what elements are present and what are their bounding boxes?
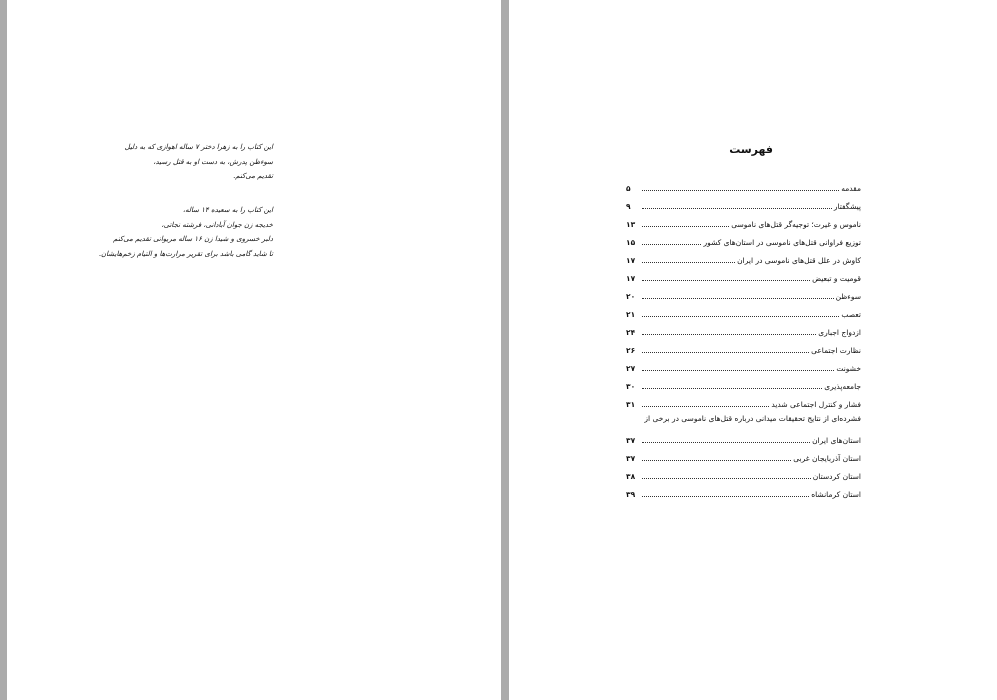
right-page	[509, 0, 997, 700]
dedication-line: دلبر خسروی و شیدا زن ۱۶ ساله مریوانی تقدیم می‌کنم	[113, 235, 273, 243]
toc-entry[interactable]	[626, 429, 861, 447]
toc-entry-label: تعصب	[841, 310, 861, 319]
toc-entry[interactable]	[626, 267, 861, 285]
toc-leader-dots	[642, 280, 810, 281]
toc-entry-page-number: ۲۰	[626, 292, 636, 301]
toc-entry[interactable]	[626, 357, 861, 375]
toc-entry-label: استان‌های ایران	[812, 436, 861, 445]
dedication-line: سوءظن پدرش، به دست او به قتل رسید،	[153, 157, 273, 166]
toc-leader-dots	[642, 208, 832, 209]
toc-entry-label: خشونت	[836, 364, 861, 373]
toc-entry-page-number: ۳۱	[626, 400, 636, 409]
dedication-line: خدیجه زن جوان آبادانی، فرشته نجاتی،	[161, 220, 273, 229]
toc-leader-dots	[642, 190, 839, 191]
left-page	[7, 0, 501, 700]
toc-entry[interactable]	[626, 465, 861, 483]
toc-entry-label: ناموس و غیرت؛ توجیه‌گر قتل‌های ناموسی	[731, 220, 861, 229]
toc-entry-page-number: ۵	[626, 184, 631, 193]
toc-entry-label: فشار و کنترل اجتماعی شدید	[771, 400, 861, 409]
toc-leader-dots	[642, 478, 811, 479]
dedication-line: تا شاید گامی باشد برای تقریر مرارت‌ها و التیام زخم‌هایشان.	[98, 249, 273, 258]
toc-entry-page-number: ۳۷	[626, 436, 636, 445]
toc-entry[interactable]	[626, 375, 861, 393]
toc-entry-page-number: ۳۹	[626, 490, 636, 499]
toc-entry[interactable]	[626, 483, 861, 501]
toc-entry[interactable]	[626, 339, 861, 357]
toc-entry-page-number: ۱۵	[626, 238, 636, 247]
toc-entry-page-number: ۲۷	[626, 364, 636, 373]
toc-leader-dots	[642, 388, 822, 389]
toc-leader-dots	[642, 496, 809, 497]
toc-entry[interactable]	[626, 249, 861, 267]
toc-leader-dots	[642, 370, 834, 371]
toc-entry-label: ازدواج اجباری	[818, 328, 861, 337]
toc-entry-page-number: ۲۶	[626, 346, 636, 355]
toc-entry-label: جامعه‌پذیری	[824, 382, 861, 391]
toc-entry-page-number: ۲۱	[626, 310, 636, 319]
toc-leader-dots	[642, 226, 729, 227]
dedication-line: تقدیم می‌کنم.	[233, 172, 273, 180]
toc-leader-dots	[642, 352, 809, 353]
dedication-line: این کتاب را به زهرا دختر ۷ ساله اهوازی که به دلیل	[124, 143, 273, 151]
toc-entry-label: مقدمه	[841, 184, 861, 193]
dedication-line: این کتاب را به سعیده ۱۴ ساله،	[182, 206, 273, 214]
toc-entry[interactable]	[626, 447, 861, 465]
toc-entry-label: قومیت و تبعیض	[812, 274, 861, 283]
toc-entry-page-number: ۹	[626, 202, 631, 211]
toc-entry-label: استان کرمانشاه	[811, 490, 861, 499]
toc-entry-label: استان کردستان	[812, 472, 861, 481]
toc-leader-dots	[642, 298, 834, 299]
dedication-block-1	[93, 140, 273, 184]
toc-title: فهرست	[729, 143, 773, 156]
toc-entry-label: توزیع فراوانی قتل‌های ناموسی در استان‌های کشور	[703, 238, 861, 247]
toc-leader-dots	[642, 442, 810, 443]
table-of-contents	[626, 177, 861, 501]
toc-entry-label: پیشگفتار	[833, 202, 861, 211]
toc-entry[interactable]	[626, 177, 861, 195]
toc-entry-label: نظارت اجتماعی	[811, 346, 861, 355]
toc-entry[interactable]	[626, 213, 861, 231]
toc-leader-dots	[642, 244, 701, 245]
toc-entry-page-number: ۱۷	[626, 256, 636, 265]
toc-entry-page-number: ۲۴	[626, 328, 636, 337]
toc-entry[interactable]	[626, 303, 861, 321]
toc-entry-page-number: ۱۷	[626, 274, 636, 283]
toc-entry-page-number: ۳۷	[626, 454, 636, 463]
toc-leader-dots	[642, 460, 791, 461]
toc-entry-label: سوءظن	[835, 292, 861, 301]
toc-entry[interactable]	[626, 393, 861, 411]
toc-entry-label: استان آذربایجان غربی	[793, 454, 861, 463]
toc-leader-dots	[642, 334, 816, 335]
toc-entry-label: کاوش در علل قتل‌های ناموسی در ایران	[737, 256, 861, 265]
toc-entry[interactable]	[626, 285, 861, 303]
toc-entry-heading-line[interactable]: فشرده‌ای از نتایج تحقیقات میدانی درباره قتل‌های ناموسی در برخی از	[644, 414, 861, 423]
toc-leader-dots	[642, 406, 769, 407]
toc-entry-page-number: ۳۸	[626, 472, 636, 481]
toc-leader-dots	[642, 316, 839, 317]
toc-entry[interactable]	[626, 231, 861, 249]
toc-entry-page-number: ۱۳	[626, 220, 636, 229]
dedication-block-2	[93, 203, 273, 261]
toc-entry[interactable]	[626, 195, 861, 213]
toc-leader-dots	[642, 262, 735, 263]
toc-entry-page-number: ۳۰	[626, 382, 636, 391]
toc-entry[interactable]	[626, 321, 861, 339]
